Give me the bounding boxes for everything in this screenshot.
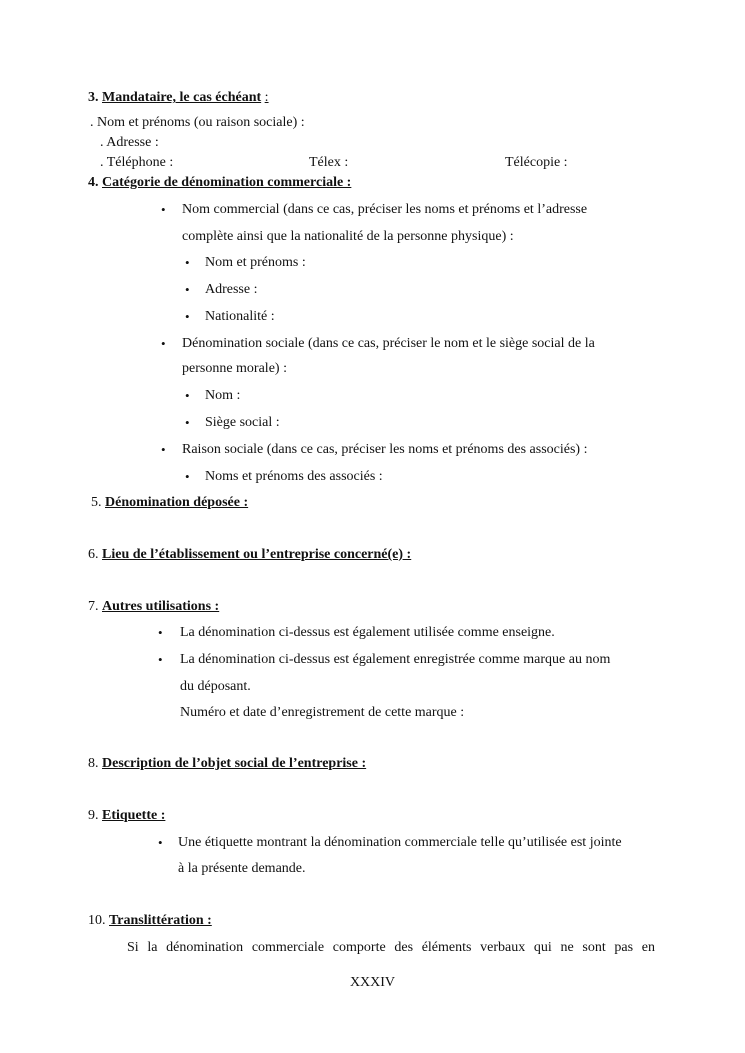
s4-sub-nom: Nom : bbox=[205, 388, 241, 403]
s4-bullet2-line2: personne morale) : bbox=[182, 361, 287, 376]
s7-bullet1: La dénomination ci-dessus est également utilisée comme enseigne. bbox=[180, 625, 555, 640]
bullet-icon: • bbox=[185, 469, 190, 484]
s4-sub-name: Nom et prénoms : bbox=[205, 255, 306, 270]
section-3-name-field: . Nom et prénoms (ou raison sociale) : bbox=[90, 115, 305, 130]
section-9-number: 9. bbox=[88, 808, 99, 823]
s7-bullet2-line2: du déposant. bbox=[180, 679, 251, 694]
section-6-number: 6. bbox=[88, 547, 99, 562]
section-5-number: 5. bbox=[91, 495, 102, 510]
bullet-icon: • bbox=[185, 255, 190, 270]
section-9-heading bbox=[88, 807, 165, 824]
section-3-number: 3. bbox=[88, 90, 99, 105]
bullet-icon: • bbox=[185, 388, 190, 403]
section-6-title: Lieu de l’établissement ou l’entreprise concerné(e) : bbox=[102, 547, 412, 562]
s7-bullet2-line3: Numéro et date d’enregistrement de cette marque : bbox=[180, 705, 465, 720]
section-5-title: Dénomination déposée : bbox=[105, 495, 249, 510]
section-9-title: Etiquette : bbox=[102, 808, 166, 823]
bullet-icon: • bbox=[185, 415, 190, 430]
section-7-number: 7. bbox=[88, 599, 99, 614]
section-3-phone-field: . Téléphone : bbox=[100, 155, 174, 170]
s4-sub-siege: Siège social : bbox=[205, 415, 280, 430]
section-3-title: Mandataire, le cas échéant bbox=[102, 90, 262, 105]
section-5-heading bbox=[91, 494, 248, 511]
s4-bullet2-line1: Dénomination sociale (dans ce cas, préciser le nom et le siège social de la bbox=[182, 336, 595, 351]
section-3-address-field: . Adresse : bbox=[100, 135, 159, 150]
section-10-number: 10. bbox=[88, 913, 106, 928]
section-7-heading bbox=[88, 598, 219, 615]
page-number: XXXIV bbox=[349, 975, 396, 990]
section-8-heading bbox=[88, 755, 366, 772]
bullet-icon: • bbox=[185, 309, 190, 324]
bullet-icon: • bbox=[158, 625, 163, 640]
section-3-heading bbox=[88, 89, 269, 106]
section-10-heading bbox=[88, 912, 212, 929]
bullet-icon: • bbox=[185, 282, 190, 297]
s4-bullet3-line1: Raison sociale (dans ce cas, préciser les noms et prénoms des associés) : bbox=[182, 442, 588, 457]
bullet-icon: • bbox=[161, 202, 166, 217]
section-4-title: Catégorie de dénomination commerciale : bbox=[102, 175, 352, 190]
bullet-icon: • bbox=[161, 336, 166, 351]
s4-bullet1-line1: Nom commercial (dans ce cas, préciser les noms et prénoms et l’adresse bbox=[182, 202, 588, 217]
section-7-title: Autres utilisations : bbox=[102, 599, 220, 614]
section-8-title: Description de l’objet social de l’entreprise : bbox=[102, 756, 367, 771]
s4-sub-associes: Noms et prénoms des associés : bbox=[205, 469, 383, 484]
section-3-telex-field: Télex : bbox=[309, 155, 349, 170]
section-3-colon: : bbox=[264, 90, 269, 105]
s9-bullet1-line2: à la présente demande. bbox=[178, 861, 306, 876]
s4-sub-nationality: Nationalité : bbox=[205, 309, 275, 324]
section-4-heading bbox=[88, 174, 351, 191]
section-3-fax-field: Télécopie : bbox=[505, 155, 568, 170]
section-6-heading bbox=[88, 546, 411, 563]
bullet-icon: • bbox=[161, 442, 166, 457]
s7-bullet2-line1: La dénomination ci-dessus est également enregistrée comme marque au nom bbox=[180, 652, 611, 667]
section-10-paragraph: Si la dénomination commerciale comporte des éléments verbaux qui ne sont pas en bbox=[127, 940, 655, 955]
bullet-icon: • bbox=[158, 652, 163, 667]
section-8-number: 8. bbox=[88, 756, 99, 771]
s4-bullet1-line2: complète ainsi que la nationalité de la personne physique) : bbox=[182, 229, 514, 244]
section-4-number: 4. bbox=[88, 175, 99, 190]
s9-bullet1-line1: Une étiquette montrant la dénomination commerciale telle qu’utilisée est jointe bbox=[178, 835, 622, 850]
s4-sub-address: Adresse : bbox=[205, 282, 258, 297]
bullet-icon: • bbox=[158, 835, 163, 850]
section-10-title: Translittération : bbox=[109, 913, 212, 928]
